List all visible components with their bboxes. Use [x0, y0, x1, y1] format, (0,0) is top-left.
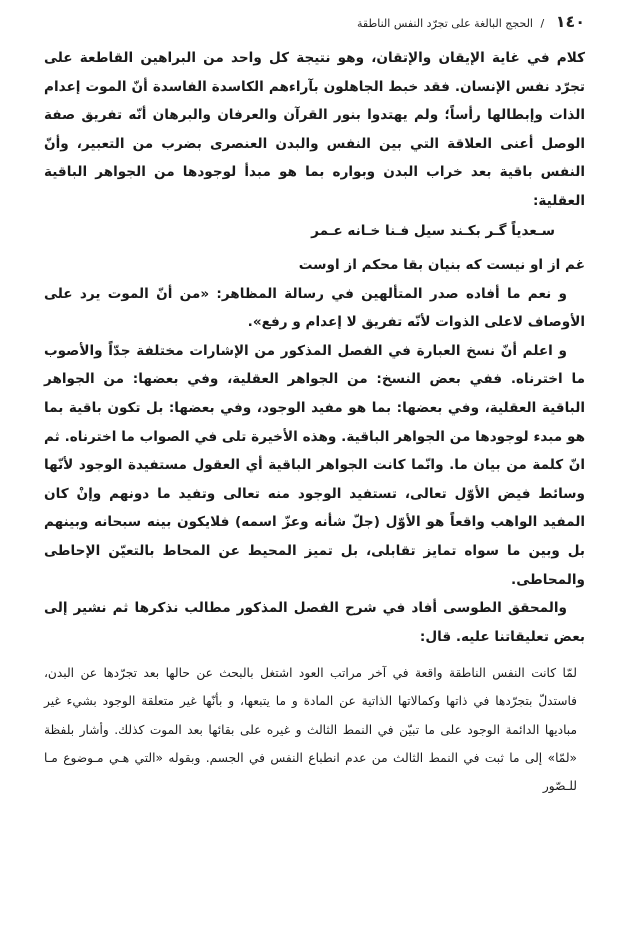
header-separator: /: [540, 17, 545, 30]
page-number: ١٤٠: [555, 12, 585, 31]
paragraph-4: والمحقق الطوسى أفاد في شرح الفصل المذكور مطالب نذكرها ثم نشير إلى بعض تعليقاتنا عليه. قال:: [44, 600, 585, 645]
paragraph-2: و نعم ما أفاده صدر المتألهين في رسالة المظاهر: «من أنّ الموت يرد على الأوصاف لاعلى الذوات لأنّه تفريق لا إعدام و رفع».: [44, 285, 585, 331]
running-header: [44, 12, 585, 34]
verse-line-1: سـعدياً گـر بكـند سيل فـنا خـانه عـمر: [311, 222, 555, 239]
page-body: [44, 44, 585, 800]
paragraph-3: و اعلم أنّ نسخ العبارة في الفصل المذكور من الإشارات مختلفة جدّاً والأصوب ما اخترناه. ففي بعض النسخ: من الجواهر العقلية، وفي بعضها: من الجواهر الباقية العقلية، وفي بعضها: بما هو مفيد الوجود، وفي بعضها: بل تكون باقية بما هو مبدء لوجودها من الجواهر الباقية. وهذه الأخيرة تلى في الصواب ما اخترناه. ثم انّ كلمة من بيان ما. وانّما كانت الجواهر الباقية أي العقول مستفيدة الوجود لأنّها وسائط فيض الأوّل تعالى، تستفيد الوجود منه تعالى وتفيد ما دونهم وإنْ كان المفيد الواهب واقعاً هو الأوّل (جلّ شأنه وعزّ اسمه) فلايكون بينه سبحانه وبينهم بل وبين ما سواه تمايز تقابلى، بل تميز المحيط عن المحاط بالتعيّن الإحاطى والمحاطى.: [44, 342, 585, 588]
paragraph-1: كلام في غاية الإيقان والإتقان، وهو نتيجة كل واحد من البراهين القاطعة على تجرّد نفس الإنسان. فقد خبط الجاهلون بآراءهم الكاسدة الفاسدة أنّ الموت إعدام الذات وإبطالها رأساً؛ ولم يهتدوا بنور القرآن والعرفان والبرهان أنّه تفريق صفة الوصل أعنى العلاقة التي بين النفس والبدن العنصرى بضرب من التعبير، وأنّ النفس باقية بعد خراب البدن وبواره بما هو مبدأ لوجودها من الجواهر الباقية العقلية:: [44, 50, 585, 209]
persian-verse: [44, 216, 585, 280]
quoted-commentary: لمّا كانت النفس الناطقة واقعة في آخر مراتب العود اشتغل بالبحث عن حالها بعد تجرّدها عن البدن، فاستدلّ بتجرّدها في ذاتها وكمالاتها الذاتية عن المادة و ما يتبعها، و بأنّها غير متعلقة الوجود بشيء غير مباديها الدائمة الوجود على ما تبيّن في النمط الثالث و غيره على بقائها بعد الموت كذلك. وأشار بلفظة «لمّا» إلى ما ثبت في النمط الثالث من عدم انطباع النفس في الجسم. وبقوله «التي هـي مـوضوع مـا للـصّور: [44, 666, 577, 794]
book-title: الحجج البالغة على تجرّد النفس الناطقة: [357, 17, 533, 30]
verse-line-2: غم از او نيست كه بنيان بقا محكم از اوست: [298, 256, 585, 273]
